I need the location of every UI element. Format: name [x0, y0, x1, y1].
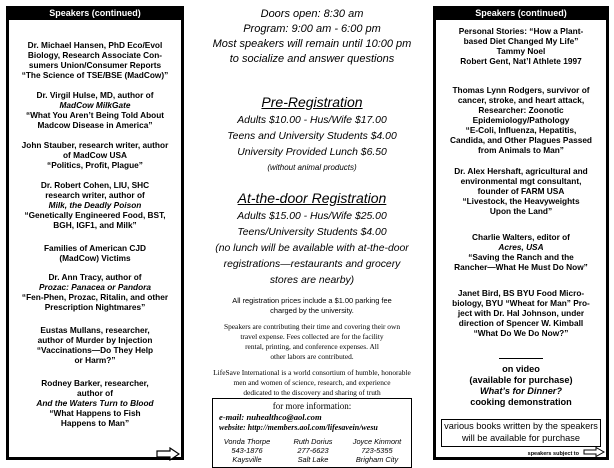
speaker-hansen: [10, 40, 180, 80]
middle-panel: [200, 6, 424, 464]
contact-phone: 723-5355: [361, 446, 393, 455]
left-panel: [6, 6, 184, 460]
info-header: for more information:: [272, 401, 352, 411]
contact-thorpe: [215, 437, 279, 464]
speaker-hulse: [10, 90, 180, 130]
speaker-personal-stories: [437, 26, 605, 66]
speaker-book-title: Prozac: Panacea or Pandora: [38, 282, 152, 292]
speaker-line: ject with Dr. Hal Johnson, under: [457, 308, 585, 318]
left-panel-header: Speakers (continued): [6, 6, 184, 20]
speaker-book-title: Milk, the Deadly Poison: [48, 200, 142, 210]
door-adults: Adults $15.00 - Hus/Wife $25.00: [237, 211, 387, 222]
speaker-line: Madcow Disease in America”: [37, 120, 153, 130]
speaker-line: “Politics, Profit, Plague”: [47, 160, 143, 170]
at-the-door-title: At-the-door Registration: [237, 190, 387, 206]
contact-info-box: [212, 398, 412, 468]
speaker-line: environmental mgt consultant,: [460, 176, 582, 186]
email-link[interactable]: e-mail: nuhealthco@aol.com: [219, 412, 322, 422]
speaker-line: Families of American CJD: [43, 243, 147, 253]
speaker-line: Dr. Virgil Hulse, MD, author of: [36, 90, 154, 100]
contact-city: Salt Lake: [297, 455, 329, 464]
prereg-teens: Teens and University Students $4.00: [227, 131, 397, 142]
speaker-line: Tammy Noel: [496, 46, 546, 56]
parking-note-1: All registration prices include a $1.00 parking fee: [232, 296, 392, 305]
lifesave-note-2: men and women of science, research, and experience: [233, 378, 391, 387]
speaker-line: Thomas Lynn Rodgers, survivor of: [452, 85, 590, 95]
speaker-line: from Animals to Man”: [478, 145, 564, 155]
speaker-line: biology, BYU “Wheat for Man” Pro-: [452, 298, 590, 308]
speaker-line: direction of Spencer W. Kimball: [458, 318, 584, 328]
speaker-line: Personal Stories: “How a Plant-: [458, 26, 584, 36]
contact-name: Vonda Thorpe: [223, 437, 271, 446]
speaker-line: BGH, IGF1, and Milk”: [53, 220, 137, 230]
speaker-line: “E-Coli, Influenza, Hepatitis,: [465, 125, 577, 135]
speaker-line: Eustas Mullans, researcher,: [40, 325, 150, 335]
doors-open: Doors open: 8:30 am: [260, 8, 364, 20]
door-note-1: (no lunch will be available with at-the-door: [215, 243, 409, 254]
speaker-walters: [437, 232, 605, 272]
video-line-4: cooking demonstration: [470, 397, 572, 407]
speakers-note-1: Speakers are contributing their time and covering their own: [223, 322, 401, 331]
books-box: [441, 419, 601, 447]
lifesave-note-1: LifeSave International is a world consortium of humble, honorable: [213, 368, 411, 377]
speaker-rodgers: [437, 85, 605, 155]
speakers-note-2: travel expense. Fees collected are for the facility: [240, 332, 384, 341]
socialize: to socialize and answer questions: [229, 53, 395, 65]
speaker-line: Prescription Nightmares”: [44, 302, 146, 312]
speaker-line: Robert Gent, Nat’l Athlete 1997: [460, 56, 582, 66]
speaker-line: “Livestock, the Heavyweights: [462, 196, 580, 206]
program-time: Program: 9:00 am - 6:00 pm: [243, 23, 381, 35]
right-panel-header: Speakers (continued): [433, 6, 609, 20]
divider: [499, 358, 543, 359]
contact-dorius: [281, 437, 345, 464]
speaker-line: Epidemiology/Pathology: [472, 115, 570, 125]
prereg-lunch: University Provided Lunch $6.50: [237, 147, 387, 158]
speaker-line: “Vaccinations—Do They Help: [36, 345, 154, 355]
speaker-barker: [10, 378, 180, 428]
speaker-line: Biology, Research Associate Con-: [27, 50, 163, 60]
speaker-line: “What Do We Do Now?”: [473, 328, 569, 338]
video-line-1: on video: [502, 364, 540, 374]
speaker-line: “What You Aren’t Being Told About: [25, 110, 165, 120]
speakers-note-3: rental, printing, and conference expenses. All: [245, 342, 379, 351]
speaker-line: Upon the Land”: [489, 206, 553, 216]
right-panel: [433, 6, 609, 460]
speaker-line: or Harm?”: [74, 355, 116, 365]
remain-time: Most speakers will remain until 10:00 pm: [212, 38, 412, 50]
speaker-book-title: Acres, USA: [498, 242, 544, 252]
prereg-adults: Adults $10.00 - Hus/Wife $17.00: [237, 115, 387, 126]
footer-note: speakers subject to: [527, 451, 579, 457]
speaker-tracy: [10, 272, 180, 312]
speaker-line: Dr. Robert Cohen, LIU, SHC: [40, 180, 150, 190]
prereg-note: (without animal products): [267, 163, 357, 172]
contact-name: Ruth Dorius: [293, 437, 333, 446]
speaker-cohen: [10, 180, 180, 230]
speaker-bird: [437, 288, 605, 338]
speaker-line: Rancher—What He Must Do Now”: [454, 262, 588, 272]
speaker-line: founder of FARM USA: [477, 186, 565, 196]
speaker-line: “Saving the Ranch and the: [468, 252, 574, 262]
video-line-2: (available for purchase): [469, 375, 573, 385]
speaker-line: of MadCow USA: [62, 150, 128, 160]
speaker-book-title: MadCow MilkGate: [59, 100, 131, 110]
speaker-line: cancer, stroke, and heart attack,: [457, 95, 585, 105]
speaker-line: “Fen-Phen, Prozac, Ritalin, and other: [21, 292, 169, 302]
speaker-line: Happens to Man”: [60, 418, 130, 428]
speaker-line: Dr. Ann Tracy, author of: [48, 272, 142, 282]
speaker-book-title: And the Waters Turn to Blood: [36, 398, 154, 408]
books-line-1: various books written by the speakers: [444, 421, 598, 431]
speaker-line: “Genetically Engineered Food, BST,: [24, 210, 166, 220]
contact-city: Brigham City: [355, 455, 399, 464]
contact-name: Joyce Kinmont: [352, 437, 402, 446]
contact-city: Kaysville: [232, 455, 262, 464]
speaker-line: author of: [77, 388, 113, 398]
speakers-note-4: other labors are contributed.: [270, 352, 354, 361]
arrow-right-icon: [583, 447, 605, 457]
speaker-line: Janet Bird, BS BYU Food Micro-: [457, 288, 585, 298]
speaker-line: Dr. Michael Hansen, PhD Eco/Evol: [27, 40, 163, 50]
speaker-hershaft: [437, 166, 605, 216]
speaker-stauber: [10, 140, 180, 170]
speaker-mullans: [10, 325, 180, 365]
contact-phone: 277-6623: [297, 446, 329, 455]
speaker-line: “What Happens to Fish: [49, 408, 141, 418]
speaker-families: [10, 243, 180, 263]
speaker-line: Dr. Alex Hershaft, agricultural and: [454, 166, 588, 176]
speaker-line: Researcher: Zoonotic: [478, 105, 564, 115]
pre-registration-title: Pre-Registration: [261, 94, 363, 110]
speaker-line: based Diet Changed My Life”: [463, 36, 579, 46]
contact-kinmont: [345, 437, 409, 464]
door-teens: Teens/University Students $4.00: [237, 227, 387, 238]
arrow-right-icon: [156, 447, 180, 461]
speaker-line: Charlie Walters, editor of: [472, 232, 570, 242]
speaker-line: research writer, author of: [45, 190, 145, 200]
speaker-line: Candida, and Other Plagues Passed: [449, 135, 592, 145]
video-title: What’s for Dinner?: [479, 386, 562, 396]
books-line-2: will be available for purchase: [462, 433, 580, 443]
speaker-line: John Stauber, research writer, author: [21, 140, 169, 150]
parking-note-2: charged by the university.: [270, 306, 354, 315]
lifesave-note-3: dedicated to the discovery and sharing of truth: [243, 388, 381, 397]
speaker-line: (MadCow) Victims: [59, 253, 131, 263]
speaker-line: author of Murder by Injection: [37, 335, 153, 345]
website-link[interactable]: website: http://members.aol.com/lifesavein/wesu: [219, 423, 378, 432]
contact-phone: 543-1876: [231, 446, 263, 455]
speaker-line: “The Science of TSE/BSE (MadCow)”: [21, 70, 169, 80]
door-note-3: stores are nearby): [269, 275, 355, 286]
speaker-line: Rodney Barker, researcher,: [41, 378, 149, 388]
speaker-line: sumers Union/Consumer Reports: [28, 60, 162, 70]
door-note-2: registrations—restaurants and grocery: [223, 259, 401, 270]
